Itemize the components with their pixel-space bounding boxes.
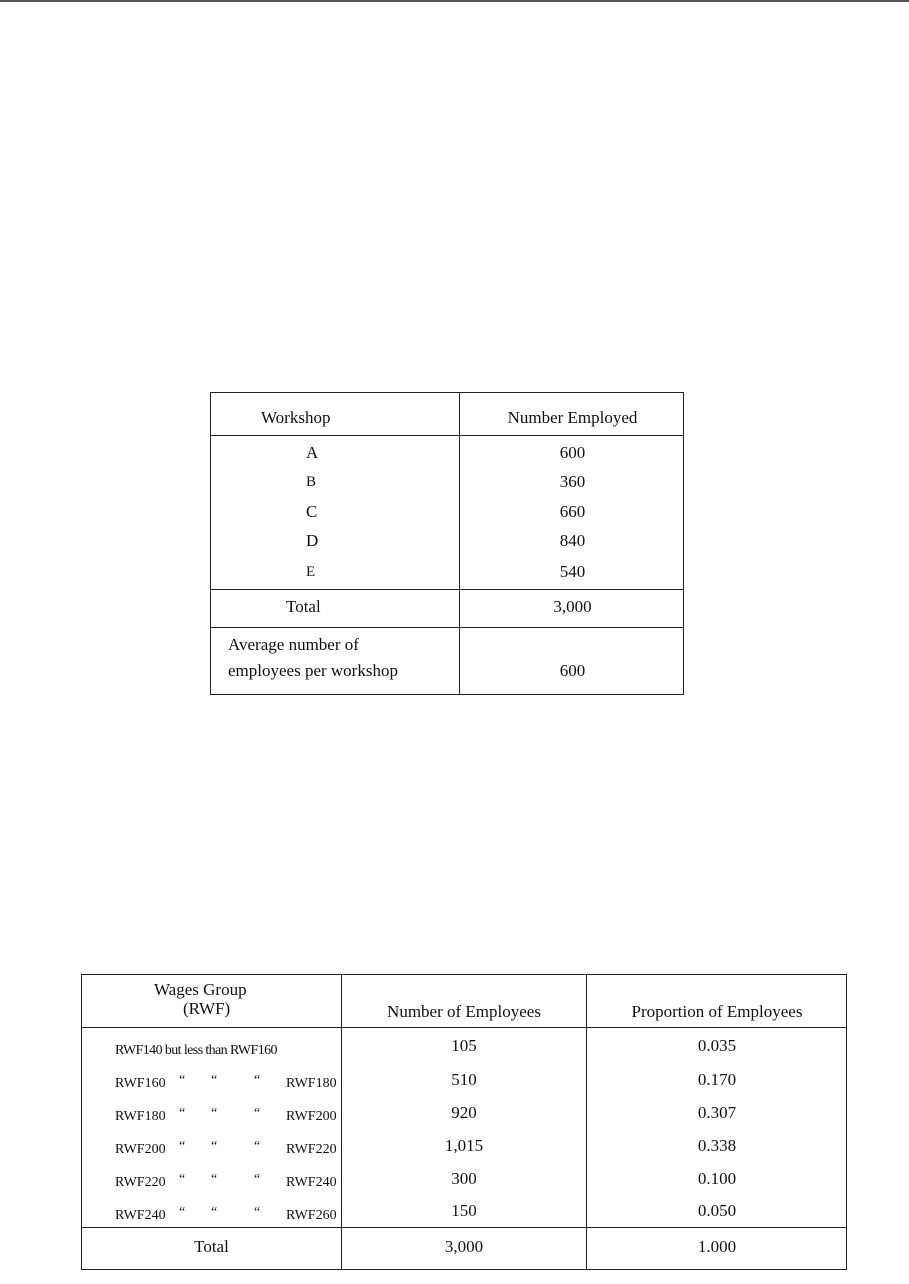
- ditto-mark: “: [254, 1205, 261, 1220]
- employed-cell: 840: [559, 531, 586, 550]
- total-label: Total: [194, 1237, 229, 1256]
- ditto-mark: “: [254, 1139, 261, 1154]
- ditto-mark: “: [254, 1106, 261, 1121]
- total-proportion: 1.000: [697, 1237, 737, 1256]
- workshop-cell: E: [306, 564, 316, 580]
- ditto-mark: “: [211, 1106, 218, 1121]
- header-wages-unit: (RWF): [183, 999, 231, 1018]
- total-divider-top: [211, 589, 683, 590]
- header-number-employed: Number Employed: [507, 408, 638, 427]
- proportion-cell: 0.050: [697, 1201, 737, 1220]
- proportion-cell: 0.307: [697, 1103, 737, 1122]
- header-wages-group: Wages Group: [154, 980, 247, 999]
- header-proportion-of-employees: Proportion of Employees: [631, 1002, 803, 1021]
- wages-table: [81, 974, 847, 1270]
- employed-cell: 600: [559, 443, 586, 462]
- workshop-cell: B: [306, 474, 317, 490]
- wage-to: RWF240: [286, 1175, 337, 1190]
- average-value: 600: [559, 661, 586, 680]
- wage-from: RWF220: [115, 1175, 166, 1190]
- employees-cell: 300: [451, 1169, 477, 1188]
- proportion-cell: 0.170: [697, 1070, 737, 1089]
- wage-from: RWF200: [115, 1142, 166, 1157]
- employees-cell: 920: [451, 1103, 477, 1122]
- wage-from: RWF180: [115, 1109, 166, 1124]
- workshop-cell: C: [306, 502, 318, 521]
- proportion-cell: 0.338: [697, 1136, 737, 1155]
- average-label-line2: employees per workshop: [228, 661, 398, 680]
- ditto-mark: “: [211, 1073, 218, 1088]
- wage-to: RWF260: [286, 1208, 337, 1223]
- ditto-mark: “: [179, 1172, 186, 1187]
- workshop-table: [210, 392, 684, 695]
- total-divider-bottom: [211, 627, 683, 628]
- ditto-mark: “: [179, 1106, 186, 1121]
- total-divider: [82, 1227, 846, 1228]
- total-label: Total: [286, 597, 321, 616]
- total-employees: 3,000: [444, 1237, 484, 1256]
- ditto-mark: “: [211, 1172, 218, 1187]
- employed-cell: 660: [559, 502, 586, 521]
- employed-cell: 540: [559, 562, 586, 581]
- ditto-mark: “: [254, 1172, 261, 1187]
- wage-to: RWF200: [286, 1109, 337, 1124]
- workshop-cell: D: [306, 531, 319, 550]
- employees-cell: 1,015: [444, 1136, 484, 1155]
- header-divider: [82, 1027, 846, 1028]
- proportion-cell: 0.100: [697, 1169, 737, 1188]
- employees-cell: 105: [451, 1036, 477, 1055]
- header-divider: [211, 435, 683, 436]
- ditto-mark: “: [211, 1139, 218, 1154]
- wage-to: RWF220: [286, 1142, 337, 1157]
- wage-to: RWF180: [286, 1076, 337, 1091]
- wage-range-label: RWF140 but less than RWF160: [115, 1043, 277, 1058]
- employees-cell: 510: [451, 1070, 477, 1089]
- workshop-cell: A: [306, 443, 319, 462]
- header-number-of-employees: Number of Employees: [387, 1002, 541, 1021]
- ditto-mark: “: [211, 1205, 218, 1220]
- wage-from: RWF240: [115, 1208, 166, 1223]
- employees-cell: 150: [451, 1201, 477, 1220]
- proportion-cell: 0.035: [697, 1036, 737, 1055]
- header-workshop: Workshop: [261, 408, 331, 427]
- wage-from: RWF160: [115, 1076, 166, 1091]
- ditto-mark: “: [179, 1205, 186, 1220]
- ditto-mark: “: [254, 1073, 261, 1088]
- ditto-mark: “: [179, 1139, 186, 1154]
- ditto-mark: “: [179, 1073, 186, 1088]
- total-value: 3,000: [553, 597, 592, 616]
- employed-cell: 360: [559, 472, 586, 491]
- average-label-line1: Average number of: [228, 635, 359, 654]
- top-divider: [0, 0, 909, 2]
